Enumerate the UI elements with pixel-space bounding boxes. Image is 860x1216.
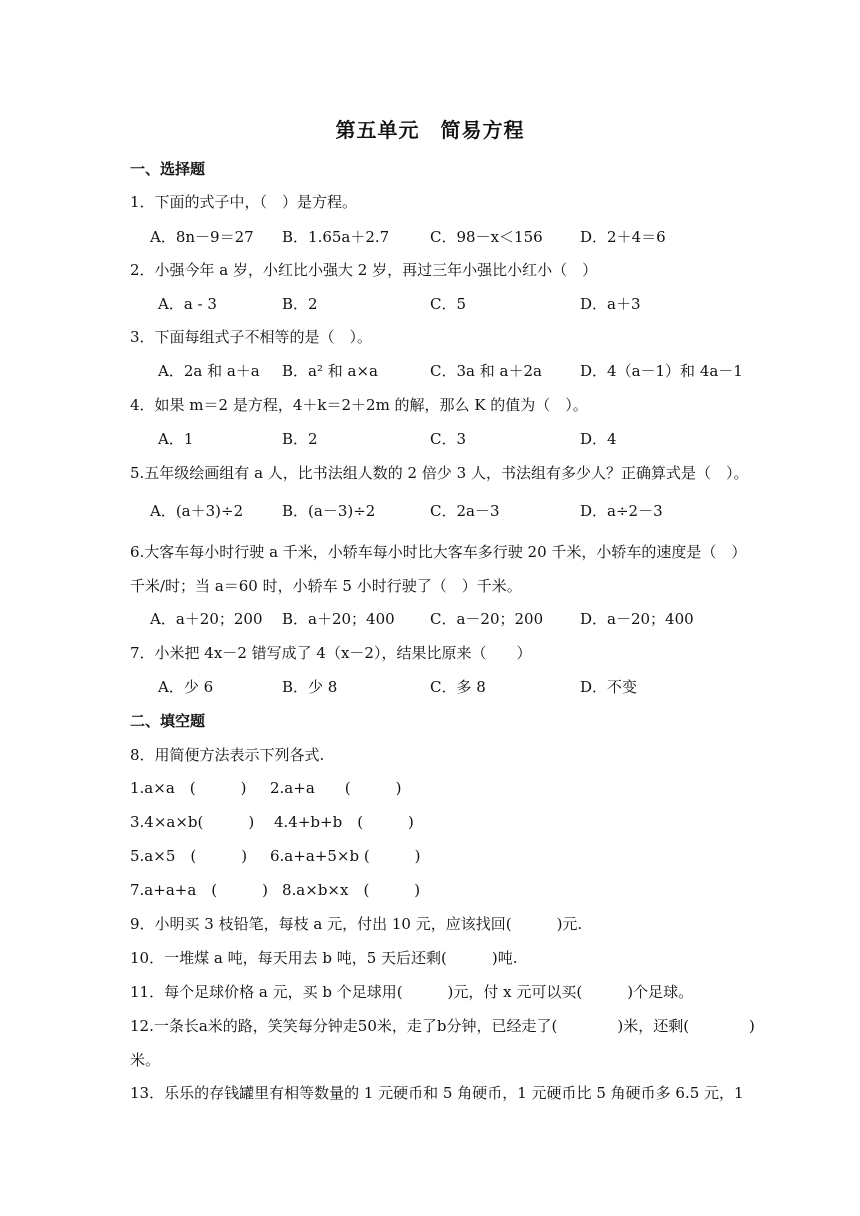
question-8-item-3: 3.4×a×b( ) bbox=[130, 813, 255, 831]
section-heading-multiple-choice: 一、选择题 bbox=[130, 160, 206, 178]
question-13-stem: 13．乐乐的存钱罐里有相等数量的 1 元硬币和 5 角硬币，1 元硬币比 5 角硬币多 6.5 元，1 bbox=[130, 1084, 744, 1102]
question-6-option-c: C．a－20；200 bbox=[430, 610, 544, 628]
question-4-option-b: B．2 bbox=[282, 430, 318, 448]
question-10-stem: 10．一堆煤 a 吨，每天用去 b 吨，5 天后还剩( )吨. bbox=[130, 949, 518, 967]
question-2-option-b: B．2 bbox=[282, 295, 318, 313]
question-7-stem: 7．小米把 4x－2 错写成了 4（x－2），结果比原来（ ） bbox=[130, 644, 532, 662]
question-5-option-a: A．(a＋3)÷2 bbox=[150, 502, 244, 520]
question-2-option-a: A．a - 3 bbox=[158, 295, 217, 313]
question-2-stem: 2．小强今年 a 岁，小红比小强大 2 岁，再过三年小强比小红小（ ） bbox=[130, 261, 598, 279]
question-5-stem: 5.五年级绘画组有 a 人，比书法组人数的 2 倍少 3 人，书法组有多少人？正确算式是（ ）。 bbox=[130, 464, 749, 482]
question-7-option-b: B．少 8 bbox=[282, 678, 338, 696]
question-4-option-c: C．3 bbox=[430, 430, 467, 448]
question-5-option-d: D．a÷2－3 bbox=[580, 502, 663, 520]
question-3-stem: 3．下面每组式子不相等的是（ ）。 bbox=[130, 328, 373, 346]
question-4-option-a: A．1 bbox=[158, 430, 194, 448]
question-1-option-d: D．2＋4＝6 bbox=[580, 228, 666, 246]
question-6-stem-line1: 6.大客车每小时行驶 a 千米，小轿车每小时比大客车多行驶 20 千米，小轿车的速度是（ ） bbox=[130, 543, 747, 561]
page-title: 第五单元 简易方程 bbox=[335, 118, 525, 142]
question-1-stem: 1．下面的式子中，（ ）是方程。 bbox=[130, 193, 358, 211]
question-3-option-a: A．2a 和 a＋a bbox=[158, 362, 260, 380]
question-7-option-a: A．少 6 bbox=[158, 678, 214, 696]
question-12-stem-line2: 米。 bbox=[130, 1051, 161, 1069]
question-7-option-d: D．不变 bbox=[580, 678, 638, 696]
question-6-option-b: B．a＋20；400 bbox=[282, 610, 395, 628]
question-1-option-c: C．98－x＜156 bbox=[430, 228, 543, 246]
question-7-option-c: C．多 8 bbox=[430, 678, 486, 696]
question-8-item-4: 4.4+b+b ( ) bbox=[274, 813, 414, 831]
question-11-stem: 11．每个足球价格 a 元，买 b 个足球用( )元，付 x 元可以买( )个足球。 bbox=[130, 983, 694, 1001]
question-9-stem: 9．小明买 3 枝铅笔，每枝 a 元，付出 10 元，应该找回( )元. bbox=[130, 915, 583, 933]
question-8-item-2: 2.a+a ( ) bbox=[270, 779, 402, 797]
question-1-option-a: A．8n－9＝27 bbox=[150, 228, 254, 246]
question-2-option-c: C．5 bbox=[430, 295, 467, 313]
question-8-item-7: 7.a+a+a ( ) bbox=[130, 881, 268, 899]
question-8-item-1: 1.a×a ( ) bbox=[130, 779, 247, 797]
question-1-option-b: B．1.65a＋2.7 bbox=[282, 228, 390, 246]
question-4-stem: 4．如果 m＝2 是方程，4＋k＝2＋2m 的解，那么 K 的值为（ ）。 bbox=[130, 396, 588, 414]
question-4-option-d: D．4 bbox=[580, 430, 617, 448]
question-5-option-c: C．2a－3 bbox=[430, 502, 500, 520]
question-8-item-6: 6.a+a+5×b ( ) bbox=[270, 847, 421, 865]
question-6-option-a: A．a＋20；200 bbox=[150, 610, 263, 628]
question-6-stem-line2: 千米/时；当 a＝60 时，小轿车 5 小时行驶了（ ）千米。 bbox=[130, 577, 522, 595]
question-8-stem: 8．用简便方法表示下列各式. bbox=[130, 746, 325, 764]
question-3-option-c: C．3a 和 a＋2a bbox=[430, 362, 542, 380]
question-3-option-b: B．a² 和 a×a bbox=[282, 362, 378, 380]
question-2-option-d: D．a＋3 bbox=[580, 295, 641, 313]
question-8-item-5: 5.a×5 ( ) bbox=[130, 847, 248, 865]
question-8-item-8: 8.a×b×x ( ) bbox=[282, 881, 421, 899]
question-5-option-b: B．(a－3)÷2 bbox=[282, 502, 376, 520]
section-heading-fill-in: 二、填空题 bbox=[130, 712, 206, 730]
question-12-stem-line1: 12.一条长a米的路，笑笑每分钟走50米，走了b分钟，已经走了( )米，还剩( ) bbox=[130, 1017, 755, 1035]
question-6-option-d: D．a－20；400 bbox=[580, 610, 694, 628]
question-3-option-d: D．4（a－1）和 4a－1 bbox=[580, 362, 743, 380]
